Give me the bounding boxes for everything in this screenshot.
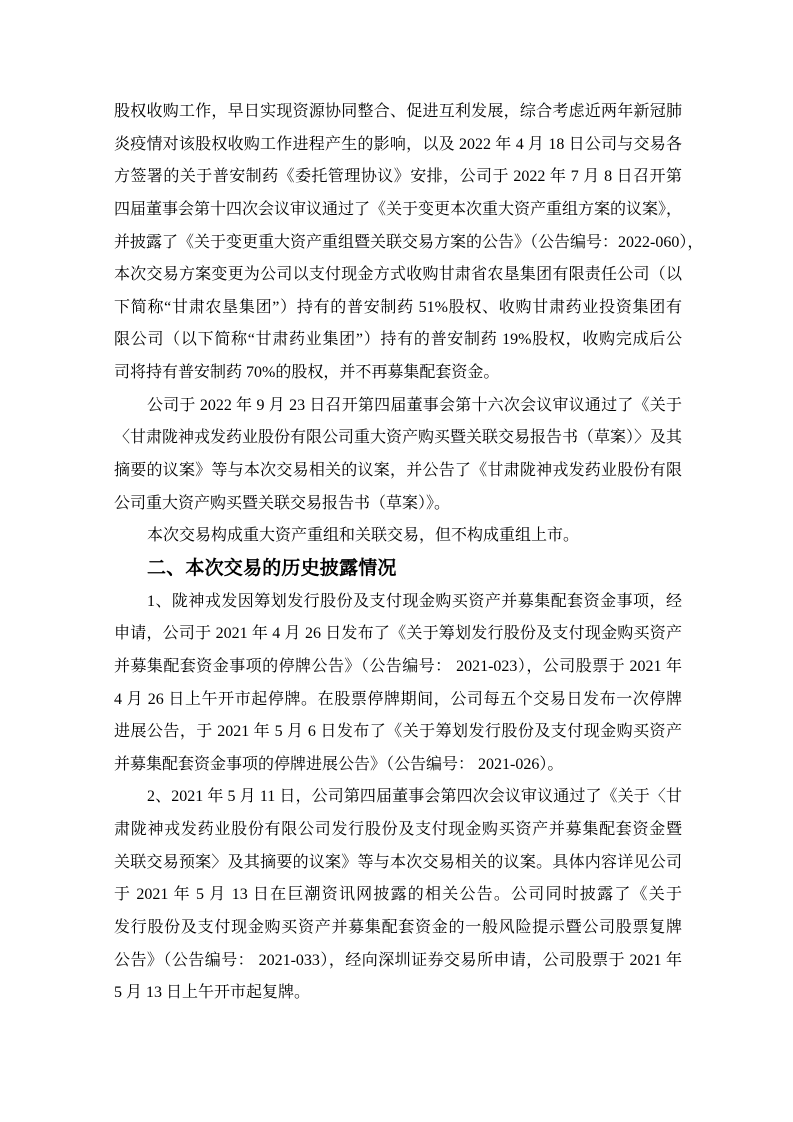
text-line: 5 月 13 日上午开市起复牌。 bbox=[114, 984, 311, 1002]
text-line: 并募集配套资金事项的停牌公告》（公告编号： 2021-023），公司股票于 2021 年 bbox=[114, 657, 682, 675]
paragraph bbox=[114, 390, 682, 521]
paragraph bbox=[114, 586, 682, 782]
text-line: 本次交易构成重大资产重组和关联交易，但不构成重组上市。 bbox=[147, 527, 580, 545]
text-line: 于 2021 年 5 月 13 日在巨潮资讯网披露的相关公告。公司同时披露了《关于 bbox=[114, 886, 682, 904]
text-line: 并募集配套资金事项的停牌进展公告》（公告编号： 2021-026）。 bbox=[114, 755, 564, 773]
text-line: 申请，公司于 2021 年 4 月 26 日发布了《关于筹划发行股份及支付现金购买资产 bbox=[114, 625, 682, 643]
text-line: 肃陇神戎发药业股份有限公司发行股份及支付现金购买资产并募集配套资金暨 bbox=[114, 821, 682, 839]
text-block bbox=[114, 96, 704, 1010]
text-line: 2、2021 年 5 月 11 日，公司第四届董事会第四次会议审议通过了《关于〈甘 bbox=[147, 788, 682, 806]
section-heading bbox=[114, 553, 682, 586]
heading-line: 二、本次交易的历史披露情况 bbox=[147, 557, 397, 579]
text-line: 4 月 26 日上午开市起停牌。在股票停牌期间，公司每五个交易日发布一次停牌 bbox=[114, 690, 682, 708]
paragraph bbox=[114, 520, 682, 553]
text-line: 1、陇神戎发因筹划发行股份及支付现金购买资产并募集配套资金事项，经 bbox=[147, 592, 682, 610]
paragraph bbox=[114, 781, 682, 1009]
text-line: 关联交易预案〉及其摘要的议案》等与本次交易相关的议案。具体内容详见公司 bbox=[114, 853, 682, 871]
text-line: 公司于 2022 年 9 月 23 日召开第四届董事会第十六次会议审议通过了《关于 bbox=[147, 396, 682, 414]
paragraph bbox=[114, 96, 704, 390]
text-line: 下简称“甘肃农垦集团”）持有的普安制药 51%股权、收购甘肃药业投资集团有 bbox=[114, 298, 682, 316]
text-line: 本次交易方案变更为公司以支付现金方式收购甘肃省农垦集团有限责任公司（以 bbox=[114, 266, 682, 284]
text-line: 司将持有普安制药 70%的股权，并不再募集配套资金。 bbox=[114, 364, 500, 382]
text-line: 发行股份及支付现金购买资产并募集配套资金的一般风险提示暨公司股票复牌 bbox=[114, 919, 682, 937]
text-line: 股权收购工作，早日实现资源协同整合、促进互利发展，综合考虑近两年新冠肺 bbox=[114, 103, 682, 120]
text-line: 进展公告，于 2021 年 5 月 6 日发布了《关于筹划发行股份及支付现金购买资产 bbox=[114, 723, 682, 741]
text-line: 炎疫情对该股权收购工作进程产生的影响，以及 2022 年 4 月 18 日公司与交易各 bbox=[114, 135, 682, 153]
text-line: 摘要的议案》等与本次交易相关的议案，并公告了《甘肃陇神戎发药业股份有限 bbox=[114, 462, 682, 480]
text-line: 公司重大资产购买暨关联交易报告书（草案）》。 bbox=[114, 494, 451, 512]
text-line: 公告》（公告编号： 2021-033），经向深圳证券交易所申请，公司股票于 2021 年 bbox=[114, 951, 682, 969]
text-line: 方签署的关于普安制药《委托管理协议》安排，公司于 2022 年 7 月 8 日召开第 bbox=[114, 168, 682, 186]
text-line: 〈甘肃陇神戎发药业股份有限公司重大资产购买暨关联交易报告书（草案）〉及其 bbox=[114, 429, 683, 447]
text-line: 四届董事会第十四次会议审议通过了《关于变更本次重大资产重组方案的议案》， bbox=[114, 200, 683, 218]
text-line: 限公司（以下简称“甘肃药业集团”）持有的普安制药 19%股权，收购完成后公 bbox=[114, 331, 682, 349]
text-line: 并披露了《关于变更重大资产重组暨关联交易方案的公告》（公告编号：2022-060）， bbox=[114, 233, 704, 251]
